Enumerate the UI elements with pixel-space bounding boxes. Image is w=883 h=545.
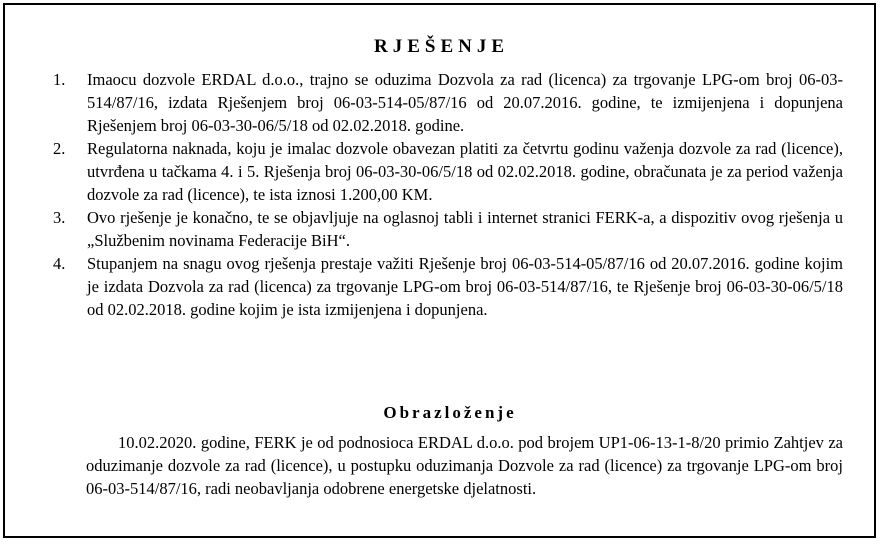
list-item-text: Stupanjem na snagu ovog rješenja prestaje važiti Rješenje broj 06-03-514-05/87/16 od 20.07.2016. godine kojim je izdata Dozvola za rad (licenca) za trgovanje LPG-om broj 06-03-514/87/16, te Rješenje broj 06-03-30-06/5/18 od 02.02.2018. godine kojim je ista izmijenjena i dopunjena. — [87, 254, 843, 319]
decision-list — [53, 68, 843, 321]
list-item-number: 1. — [53, 70, 66, 89]
list-item-number: 4. — [53, 254, 66, 273]
list-item-text: Imaocu dozvole ERDAL d.o.o., trajno se oduzima Dozvola za rad (licenca) za trgovanje LPG-om broj 06-03-514/87/16, izdata Rješenjem broj 06-03-514-05/87/16 od 20.07.2016. godine, te izmijenjena i dopunjena Rješenjem broj 06-03-30-06/5/18 od 02.02.2018. godine. — [87, 70, 843, 135]
list-item-number: 3. — [53, 208, 66, 227]
section-subtitle: Obrazloženje — [383, 403, 517, 422]
list-item-text: Ovo rješenje je konačno, te se objavljuje na oglasnoj tabli i internet stranici FERK-a, a dispozitiv ovog rješenja u „Službenim novinama Federacije BiH“. — [87, 208, 843, 250]
list-item — [53, 137, 843, 206]
document-title: RJEŠENJE — [373, 36, 510, 57]
list-item — [53, 252, 843, 321]
list-item — [53, 206, 843, 252]
list-item-text: Regulatorna naknada, koju je imalac dozvole obavezan platiti za četvrtu godinu važenja dozvole za rad (licence), utvrđena u tačkama 4. i 5. Rješenja broj 06-03-30-06/5/18 od 02.02.2018. godine, obračunata je za period važenja dozvole za rad (licence), te ista iznosi 1.200,00 KM. — [87, 139, 843, 204]
list-item-number: 2. — [53, 139, 66, 158]
explanation-paragraph: 10.02.2020. godine, FERK je od podnosioca ERDAL d.o.o. pod brojem UP1-06-13-1-8/20 primio Zahtjev za oduzimanje dozvole za rad (licence), u postupku oduzimanja Dozvole za rad (licence) za trgovanje LPG-om broj 06-03-514/87/16, radi neobavljanja odobrene energetske djelatnosti. — [86, 433, 843, 498]
list-item — [53, 68, 843, 137]
